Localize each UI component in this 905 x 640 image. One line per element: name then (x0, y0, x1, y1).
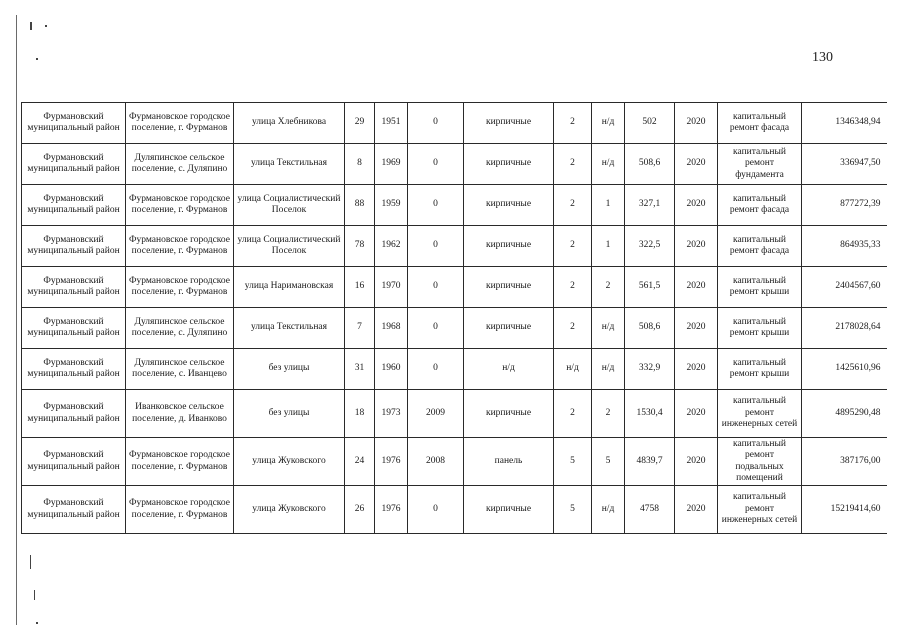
table-row (22, 103, 887, 144)
cost-cell: 15219414,60 (802, 486, 887, 534)
repair-year-cell: 2020 (675, 267, 718, 308)
street-cell: улица Социалистический Поселок (234, 226, 345, 267)
settlement-cell: Дуляпинское сельское поселение, с. Дуляпино (126, 144, 234, 185)
cost-cell: 2404567,60 (802, 267, 887, 308)
year-reconstructed-cell: 0 (408, 144, 464, 185)
cost-cell: 877272,39 (802, 185, 887, 226)
settlement-cell: Фурмановское городское поселение, г. Фурманов (126, 267, 234, 308)
area-cell: 332,9 (625, 349, 675, 390)
area-cell: 322,5 (625, 226, 675, 267)
street-cell: без улицы (234, 390, 345, 438)
scan-speck (36, 622, 38, 624)
wall-material-cell: кирпичные (464, 144, 554, 185)
repair-year-cell: 2020 (675, 390, 718, 438)
floors-cell: 2 (554, 267, 592, 308)
settlement-cell: Дуляпинское сельское поселение, с. Иванцево (126, 349, 234, 390)
scan-speck (30, 555, 31, 569)
repair-year-cell: 2020 (675, 438, 718, 486)
entrances-cell: 2 (592, 267, 625, 308)
year-reconstructed-cell: 0 (408, 103, 464, 144)
street-cell: улица Наримановская (234, 267, 345, 308)
entrances-cell: 1 (592, 226, 625, 267)
area-cell: 327,1 (625, 185, 675, 226)
house-number-cell: 8 (345, 144, 375, 185)
year-reconstructed-cell: 0 (408, 308, 464, 349)
repair-year-cell: 2020 (675, 349, 718, 390)
table-row (22, 226, 887, 267)
house-number-cell: 24 (345, 438, 375, 486)
cost-cell: 387176,00 (802, 438, 887, 486)
year-built-cell: 1976 (375, 486, 408, 534)
entrances-cell: 2 (592, 390, 625, 438)
work-type-cell: капитальный ремонт фундамента (718, 144, 802, 185)
entrances-cell: н/д (592, 486, 625, 534)
wall-material-cell: кирпичные (464, 390, 554, 438)
wall-material-cell: кирпичные (464, 226, 554, 267)
year-built-cell: 1968 (375, 308, 408, 349)
house-number-cell: 16 (345, 267, 375, 308)
page-binding-line (16, 15, 17, 625)
year-built-cell: 1962 (375, 226, 408, 267)
house-number-cell: 18 (345, 390, 375, 438)
work-type-cell: капитальный ремонт крыши (718, 308, 802, 349)
work-type-cell: капитальный ремонт инженерных сетей (718, 390, 802, 438)
house-number-cell: 31 (345, 349, 375, 390)
wall-material-cell: кирпичные (464, 267, 554, 308)
year-built-cell: 1976 (375, 438, 408, 486)
street-cell: улица Социалистический Поселок (234, 185, 345, 226)
housing-repair-table (21, 102, 887, 534)
scan-speck (30, 22, 32, 30)
area-cell: 1530,4 (625, 390, 675, 438)
cost-cell: 1346348,94 (802, 103, 887, 144)
table-row (22, 308, 887, 349)
floors-cell: 2 (554, 144, 592, 185)
cost-cell: 4895290,48 (802, 390, 887, 438)
year-built-cell: 1973 (375, 390, 408, 438)
entrances-cell: н/д (592, 144, 625, 185)
district-cell: Фурмановский муниципальный район (22, 103, 126, 144)
entrances-cell: 1 (592, 185, 625, 226)
floors-cell: 2 (554, 390, 592, 438)
wall-material-cell: кирпичные (464, 486, 554, 534)
year-built-cell: 1959 (375, 185, 408, 226)
repair-year-cell: 2020 (675, 103, 718, 144)
scan-speck (45, 25, 47, 27)
entrances-cell: н/д (592, 308, 625, 349)
table-row (22, 144, 887, 185)
scan-speck (36, 58, 38, 60)
floors-cell: н/д (554, 349, 592, 390)
house-number-cell: 29 (345, 103, 375, 144)
area-cell: 4839,7 (625, 438, 675, 486)
work-type-cell: капитальный ремонт инженерных сетей (718, 486, 802, 534)
street-cell: улица Хлебникова (234, 103, 345, 144)
entrances-cell: н/д (592, 349, 625, 390)
year-built-cell: 1960 (375, 349, 408, 390)
repair-year-cell: 2020 (675, 185, 718, 226)
street-cell: улица Жуковского (234, 486, 345, 534)
street-cell: улица Текстильная (234, 144, 345, 185)
table-row (22, 486, 887, 534)
house-number-cell: 7 (345, 308, 375, 349)
settlement-cell: Фурмановское городское поселение, г. Фурманов (126, 103, 234, 144)
district-cell: Фурмановский муниципальный район (22, 308, 126, 349)
repair-year-cell: 2020 (675, 226, 718, 267)
year-reconstructed-cell: 0 (408, 267, 464, 308)
district-cell: Фурмановский муниципальный район (22, 438, 126, 486)
floors-cell: 2 (554, 103, 592, 144)
year-built-cell: 1970 (375, 267, 408, 308)
wall-material-cell: н/д (464, 349, 554, 390)
floors-cell: 2 (554, 185, 592, 226)
cost-cell: 1425610,96 (802, 349, 887, 390)
year-reconstructed-cell: 0 (408, 185, 464, 226)
work-type-cell: капитальный ремонт фасада (718, 185, 802, 226)
cost-cell: 2178028,64 (802, 308, 887, 349)
scan-speck (34, 590, 35, 600)
wall-material-cell: панель (464, 438, 554, 486)
work-type-cell: капитальный ремонт крыши (718, 267, 802, 308)
floors-cell: 2 (554, 226, 592, 267)
table-row (22, 390, 887, 438)
table-row (22, 438, 887, 486)
settlement-cell: Фурмановское городское поселение, г. Фурманов (126, 486, 234, 534)
district-cell: Фурмановский муниципальный район (22, 349, 126, 390)
street-cell: без улицы (234, 349, 345, 390)
district-cell: Фурмановский муниципальный район (22, 390, 126, 438)
wall-material-cell: кирпичные (464, 103, 554, 144)
table-row (22, 185, 887, 226)
table-row (22, 349, 887, 390)
table-row (22, 267, 887, 308)
area-cell: 502 (625, 103, 675, 144)
district-cell: Фурмановский муниципальный район (22, 486, 126, 534)
entrances-cell: 5 (592, 438, 625, 486)
area-cell: 561,5 (625, 267, 675, 308)
work-type-cell: капитальный ремонт фасада (718, 103, 802, 144)
work-type-cell: капитальный ремонт фасада (718, 226, 802, 267)
year-reconstructed-cell: 0 (408, 349, 464, 390)
house-number-cell: 78 (345, 226, 375, 267)
district-cell: Фурмановский муниципальный район (22, 226, 126, 267)
year-reconstructed-cell: 0 (408, 226, 464, 267)
wall-material-cell: кирпичные (464, 185, 554, 226)
settlement-cell: Фурмановское городское поселение, г. Фурманов (126, 185, 234, 226)
district-cell: Фурмановский муниципальный район (22, 185, 126, 226)
settlement-cell: Фурмановское городское поселение, г. Фурманов (126, 438, 234, 486)
floors-cell: 2 (554, 308, 592, 349)
area-cell: 508,6 (625, 308, 675, 349)
repair-year-cell: 2020 (675, 486, 718, 534)
area-cell: 4758 (625, 486, 675, 534)
wall-material-cell: кирпичные (464, 308, 554, 349)
district-cell: Фурмановский муниципальный район (22, 267, 126, 308)
year-reconstructed-cell: 2008 (408, 438, 464, 486)
entrances-cell: н/д (592, 103, 625, 144)
repair-year-cell: 2020 (675, 308, 718, 349)
work-type-cell: капитальный ремонт крыши (718, 349, 802, 390)
settlement-cell: Иванковское сельское поселение, д. Иванково (126, 390, 234, 438)
area-cell: 508,6 (625, 144, 675, 185)
floors-cell: 5 (554, 438, 592, 486)
repair-year-cell: 2020 (675, 144, 718, 185)
year-reconstructed-cell: 2009 (408, 390, 464, 438)
floors-cell: 5 (554, 486, 592, 534)
district-cell: Фурмановский муниципальный район (22, 144, 126, 185)
street-cell: улица Текстильная (234, 308, 345, 349)
year-reconstructed-cell: 0 (408, 486, 464, 534)
house-number-cell: 26 (345, 486, 375, 534)
house-number-cell: 88 (345, 185, 375, 226)
year-built-cell: 1951 (375, 103, 408, 144)
cost-cell: 336947,50 (802, 144, 887, 185)
street-cell: улица Жуковского (234, 438, 345, 486)
settlement-cell: Фурмановское городское поселение, г. Фурманов (126, 226, 234, 267)
work-type-cell: капитальный ремонт подвальных помещений (718, 438, 802, 486)
page-number: 130 (812, 50, 833, 65)
cost-cell: 864935,33 (802, 226, 887, 267)
year-built-cell: 1969 (375, 144, 408, 185)
settlement-cell: Дуляпинское сельское поселение, с. Дуляпино (126, 308, 234, 349)
